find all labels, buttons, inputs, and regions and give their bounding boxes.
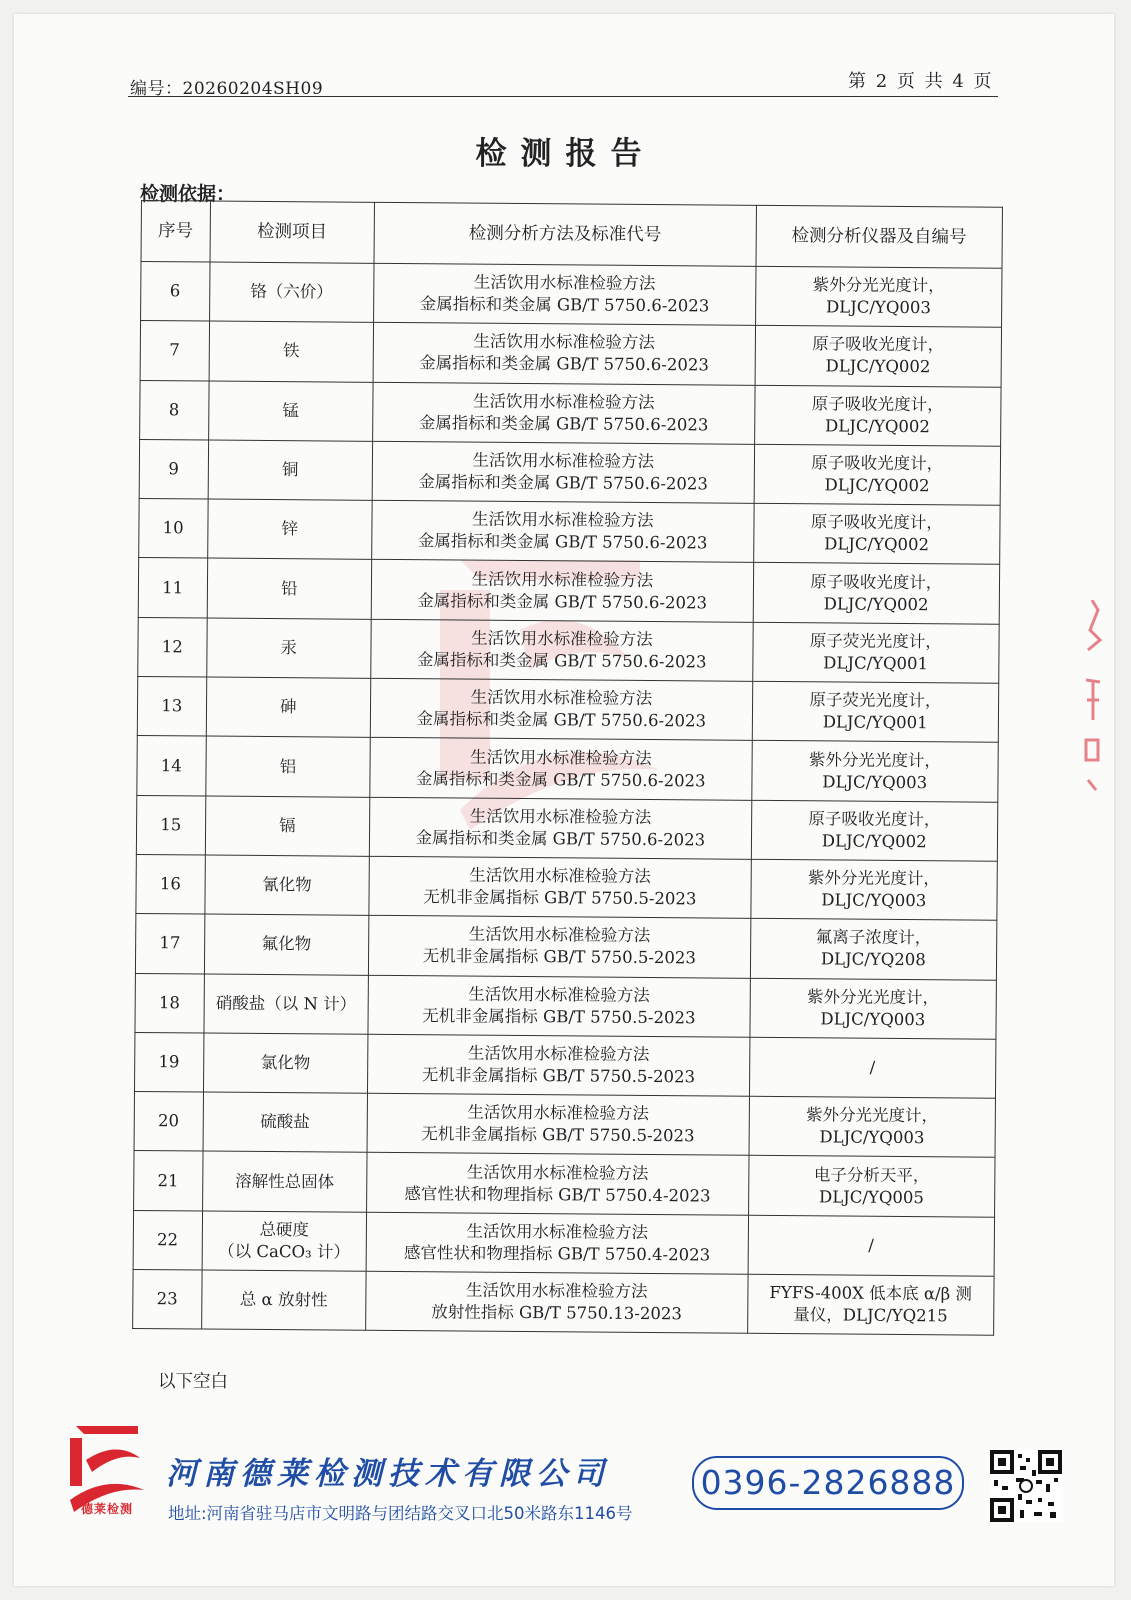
test-item bbox=[209, 321, 374, 382]
instrument-name: 电子分析天平， bbox=[813, 1164, 930, 1185]
logo-caption: 德莱检测 bbox=[80, 1502, 133, 1516]
method-name: 生活饮用水标准检验方法 bbox=[468, 984, 650, 1005]
instrument bbox=[748, 1156, 995, 1217]
method-name: 生活饮用水标准检验方法 bbox=[467, 1102, 649, 1124]
method-standard bbox=[370, 678, 752, 740]
method-name: 生活饮用水标准检验方法 bbox=[465, 1280, 648, 1302]
method-name: 生活饮用水标准检验方法 bbox=[468, 925, 651, 946]
standard-code: 金属指标和类金属 GB/T 5750.6-2023 bbox=[416, 650, 707, 672]
test-item-name: 汞 bbox=[280, 638, 298, 658]
method-name: 生活饮用水标准检验方法 bbox=[473, 272, 656, 294]
method-name: 生活饮用水标准检验方法 bbox=[472, 391, 655, 412]
instrument-name: 紫外分光光度计， bbox=[808, 749, 941, 770]
blank-below-note: 以下空白 bbox=[158, 1372, 228, 1392]
method-standard bbox=[371, 560, 753, 622]
standard-code: 金属指标和类金属 GB/T 5750.6-2023 bbox=[418, 412, 709, 435]
table-row bbox=[139, 499, 1000, 565]
test-item bbox=[205, 796, 370, 857]
row-number: 13 bbox=[137, 677, 206, 737]
method-standard bbox=[371, 619, 753, 681]
method-standard bbox=[370, 738, 752, 800]
instrument bbox=[750, 919, 997, 980]
header-rule bbox=[128, 96, 998, 97]
method-standard bbox=[373, 323, 755, 385]
instrument bbox=[753, 504, 1000, 565]
test-item-note: （以 CaCO₃ 计） bbox=[218, 1241, 350, 1262]
test-item-name: 总 α 放射性 bbox=[239, 1289, 328, 1310]
instrument-id: DLJC/YQ002 bbox=[824, 416, 931, 436]
method-standard bbox=[366, 1271, 748, 1333]
test-item bbox=[209, 262, 374, 323]
instrument-id: DLJC/YQ002 bbox=[824, 475, 930, 496]
method-standard bbox=[372, 441, 754, 503]
test-item bbox=[202, 1151, 367, 1212]
instrument-id: DLJC/YQ005 bbox=[818, 1186, 924, 1207]
instrument-name: 氟离子浓度计， bbox=[815, 927, 932, 948]
method-name: 生活饮用水标准检验方法 bbox=[473, 332, 656, 353]
standard-code: 金属指标和类金属 GB/T 5750.6-2023 bbox=[415, 827, 706, 850]
method-standard bbox=[369, 916, 751, 978]
basis-label: 检测依据： bbox=[140, 183, 236, 205]
company-phone: 0396-2826888 bbox=[692, 1456, 964, 1510]
instrument bbox=[748, 1215, 995, 1276]
instrument-name: / bbox=[869, 1057, 876, 1077]
standard-code: 金属指标和类金属 GB/T 5750.6-2023 bbox=[418, 472, 709, 494]
instrument-id: DLJC/YQ002 bbox=[821, 831, 927, 852]
table-row bbox=[137, 736, 998, 802]
row-number: 6 bbox=[141, 262, 210, 322]
standard-code: 金属指标和类金属 GB/T 5750.6-2023 bbox=[419, 294, 710, 316]
instrument bbox=[749, 978, 996, 1039]
report-title: 检测报告 bbox=[475, 136, 656, 172]
instrument-id: DLJC/YQ002 bbox=[825, 356, 931, 377]
page-indicator: 第 2 页 共 4 页 bbox=[848, 71, 994, 92]
table-body bbox=[133, 262, 1002, 1336]
instrument-id: DLJC/YQ001 bbox=[823, 653, 929, 674]
test-item bbox=[203, 974, 368, 1035]
test-item-name: 氯化物 bbox=[260, 1052, 311, 1073]
table-row bbox=[134, 1151, 995, 1217]
table-row bbox=[138, 558, 999, 624]
method-name: 生活饮用水标准检验方法 bbox=[466, 1162, 649, 1183]
method-name: 生活饮用水标准检验方法 bbox=[471, 628, 653, 649]
instrument-id: DLJC/YQ003 bbox=[822, 771, 928, 792]
row-number: 22 bbox=[133, 1210, 202, 1270]
instrument-name: 原子吸收光度计， bbox=[812, 334, 945, 355]
standard-code: 金属指标和类金属 GB/T 5750.6-2023 bbox=[417, 590, 708, 613]
table-row bbox=[134, 1092, 995, 1158]
instrument bbox=[755, 326, 1002, 387]
company-name: 河南德莱检测技术有限公司 bbox=[166, 1456, 610, 1492]
instrument-name: 原子荧光光度计， bbox=[809, 631, 942, 652]
col-header-item: 检测项目 bbox=[210, 201, 375, 263]
row-number: 10 bbox=[139, 499, 208, 559]
row-number: 21 bbox=[134, 1151, 203, 1211]
test-item-name: 锌 bbox=[281, 519, 299, 539]
table-row bbox=[135, 914, 996, 980]
instrument bbox=[752, 622, 999, 683]
instrument bbox=[752, 681, 999, 742]
col-header-no: 序号 bbox=[141, 201, 210, 263]
col-header-method: 检测分析方法及标准代号 bbox=[374, 202, 756, 266]
table-row bbox=[140, 380, 1001, 446]
test-item-name: 铅 bbox=[280, 578, 298, 598]
test-item bbox=[203, 1033, 368, 1094]
method-standard bbox=[367, 1093, 749, 1155]
instrument-name: 原子吸收光度计， bbox=[811, 394, 944, 415]
instrument-id: DLJC/YQ003 bbox=[825, 297, 931, 318]
table-row bbox=[137, 677, 998, 743]
test-item bbox=[205, 736, 370, 797]
instrument-id: DLJC/YQ001 bbox=[822, 712, 928, 733]
test-item-name: 铬（六价） bbox=[250, 282, 333, 302]
table-row bbox=[135, 973, 996, 1039]
standard-code: 无机非金属指标 GB/T 5750.5-2023 bbox=[422, 1005, 696, 1028]
method-name: 生活饮用水标准检验方法 bbox=[470, 687, 653, 709]
instrument-name: 原子吸收光度计， bbox=[810, 571, 943, 592]
instrument bbox=[754, 385, 1001, 446]
test-item-name: 总硬度 bbox=[259, 1219, 310, 1240]
method-name: 生活饮用水标准检验方法 bbox=[469, 806, 652, 827]
test-item-name: 溶解性总固体 bbox=[235, 1171, 335, 1192]
test-item bbox=[208, 381, 373, 442]
test-item bbox=[202, 1211, 367, 1272]
test-item bbox=[207, 499, 372, 560]
test-item bbox=[206, 618, 371, 679]
instrument bbox=[750, 859, 997, 920]
method-standard bbox=[369, 856, 751, 918]
row-number: 14 bbox=[137, 736, 206, 796]
row-number: 7 bbox=[140, 321, 209, 381]
method-standard bbox=[368, 975, 750, 1037]
test-item bbox=[204, 914, 369, 975]
instrument-name: 紫外分光光度计， bbox=[806, 1105, 939, 1126]
table-row bbox=[138, 617, 999, 683]
standard-code: 金属指标和类金属 GB/T 5750.6-2023 bbox=[416, 709, 707, 731]
method-standard bbox=[368, 1034, 750, 1096]
instrument bbox=[751, 741, 998, 802]
test-item-name: 氟化物 bbox=[261, 934, 312, 954]
standard-code: 无机非金属指标 GB/T 5750.5-2023 bbox=[422, 946, 697, 968]
instrument-name: 原子荧光光度计， bbox=[809, 690, 942, 711]
method-name: 生活饮用水标准检验方法 bbox=[472, 509, 654, 531]
row-number: 15 bbox=[136, 795, 205, 855]
row-number: 11 bbox=[138, 558, 207, 618]
method-name: 生活饮用水标准检验方法 bbox=[470, 747, 652, 768]
test-basis-table bbox=[132, 200, 1003, 1336]
standard-code: 放射性指标 GB/T 5750.13-2023 bbox=[431, 1302, 682, 1324]
test-item bbox=[201, 1270, 366, 1331]
instrument-name: 紫外分光光度计， bbox=[807, 868, 941, 889]
test-item-name: 铝 bbox=[279, 756, 297, 776]
table-row bbox=[140, 321, 1001, 387]
test-item bbox=[208, 440, 373, 501]
table-header-row bbox=[141, 201, 1002, 269]
method-name: 生活饮用水标准检验方法 bbox=[467, 1043, 650, 1065]
method-standard bbox=[367, 1153, 749, 1215]
col-header-instrument: 检测分析仪器及自编号 bbox=[756, 205, 1003, 268]
row-number: 16 bbox=[136, 854, 205, 914]
method-standard bbox=[369, 797, 751, 859]
test-item-name: 硝酸盐（以 N 计） bbox=[215, 993, 357, 1014]
instrument bbox=[751, 800, 998, 861]
method-standard bbox=[366, 1212, 748, 1274]
instrument bbox=[753, 563, 1000, 624]
instrument-name: 原子吸收光度计， bbox=[808, 809, 941, 830]
table-row bbox=[139, 439, 1000, 505]
row-number: 9 bbox=[139, 439, 208, 499]
row-number: 17 bbox=[135, 914, 204, 974]
row-number: 20 bbox=[134, 1092, 203, 1152]
instrument bbox=[754, 444, 1001, 505]
row-number: 8 bbox=[140, 380, 209, 440]
test-item-name: 铜 bbox=[281, 460, 299, 480]
table-row bbox=[136, 854, 997, 920]
test-item bbox=[207, 559, 372, 620]
method-name: 生活饮用水标准检验方法 bbox=[466, 1221, 649, 1242]
instrument bbox=[749, 1037, 996, 1098]
test-item-name: 镉 bbox=[279, 815, 296, 836]
method-name: 生活饮用水标准检验方法 bbox=[471, 569, 654, 590]
method-name: 生活饮用水标准检验方法 bbox=[469, 865, 651, 887]
instrument bbox=[749, 1096, 996, 1157]
instrument-id: DLJC/YQ002 bbox=[824, 534, 930, 555]
standard-code: 无机非金属指标 GB/T 5750.5-2023 bbox=[421, 1124, 695, 1146]
test-item-name: 氰化物 bbox=[262, 875, 312, 895]
standard-code: 感官性状和物理指标 GB/T 5750.4-2023 bbox=[404, 1183, 711, 1206]
standard-code: 无机非金属指标 GB/T 5750.5-2023 bbox=[423, 887, 697, 909]
table-row bbox=[134, 1032, 995, 1098]
standard-code: 无机非金属指标 GB/T 5750.5-2023 bbox=[421, 1065, 696, 1087]
row-number: 19 bbox=[134, 1032, 203, 1092]
method-standard bbox=[373, 382, 755, 444]
table-row bbox=[141, 262, 1002, 328]
table-row bbox=[136, 795, 997, 861]
test-item-name: 砷 bbox=[280, 697, 297, 717]
test-item-name: 锰 bbox=[282, 400, 299, 420]
test-item bbox=[206, 677, 371, 738]
seal-stamp-edge bbox=[1078, 600, 1104, 800]
test-item bbox=[203, 1092, 368, 1153]
row-number: 23 bbox=[133, 1270, 202, 1330]
row-number: 18 bbox=[135, 973, 204, 1033]
instrument-id: DLJC/YQ003 bbox=[819, 1127, 925, 1148]
instrument-name: 原子吸收光度计， bbox=[810, 512, 943, 533]
test-item bbox=[204, 855, 369, 916]
instrument-name: 原子吸收光度计， bbox=[811, 453, 944, 474]
instrument-name: / bbox=[868, 1235, 874, 1255]
instrument-id: DLJC/YQ003 bbox=[820, 1009, 926, 1029]
instrument-name: 紫外分光光度计， bbox=[812, 275, 945, 296]
method-standard bbox=[372, 501, 754, 563]
row-number: 12 bbox=[138, 617, 207, 677]
method-name: 生活饮用水标准检验方法 bbox=[472, 450, 655, 472]
standard-code: 感官性状和物理指标 GB/T 5750.4-2023 bbox=[403, 1242, 711, 1265]
instrument-id: DLJC/YQ003 bbox=[821, 890, 927, 911]
method-standard bbox=[374, 263, 756, 325]
standard-code: 金属指标和类金属 GB/T 5750.6-2023 bbox=[419, 353, 709, 375]
instrument bbox=[755, 266, 1002, 327]
test-item-name: 硫酸盐 bbox=[260, 1112, 310, 1132]
test-item-name: 铁 bbox=[282, 341, 300, 361]
instrument-name: FYFS-400X 低本底 α/β 测 bbox=[769, 1283, 973, 1304]
qr-code-icon bbox=[990, 1450, 1062, 1522]
table-row bbox=[133, 1270, 994, 1336]
company-address: 地址:河南省驻马店市文明路与团结路交叉口北50米路东1146号 bbox=[168, 1504, 633, 1523]
table-row bbox=[133, 1210, 994, 1276]
report-number: 编号：20260204SH09 bbox=[130, 79, 324, 99]
instrument-id: DLJC/YQ002 bbox=[823, 593, 929, 614]
instrument-id: DLJC/YQ208 bbox=[820, 949, 926, 970]
standard-code: 金属指标和类金属 GB/T 5750.6-2023 bbox=[415, 768, 706, 790]
instrument-name: 紫外分光光度计， bbox=[806, 986, 940, 1007]
instrument-id: 量仪，DLJC/YQ215 bbox=[793, 1305, 948, 1326]
standard-code: 金属指标和类金属 GB/T 5750.6-2023 bbox=[417, 531, 708, 553]
instrument bbox=[747, 1274, 994, 1335]
